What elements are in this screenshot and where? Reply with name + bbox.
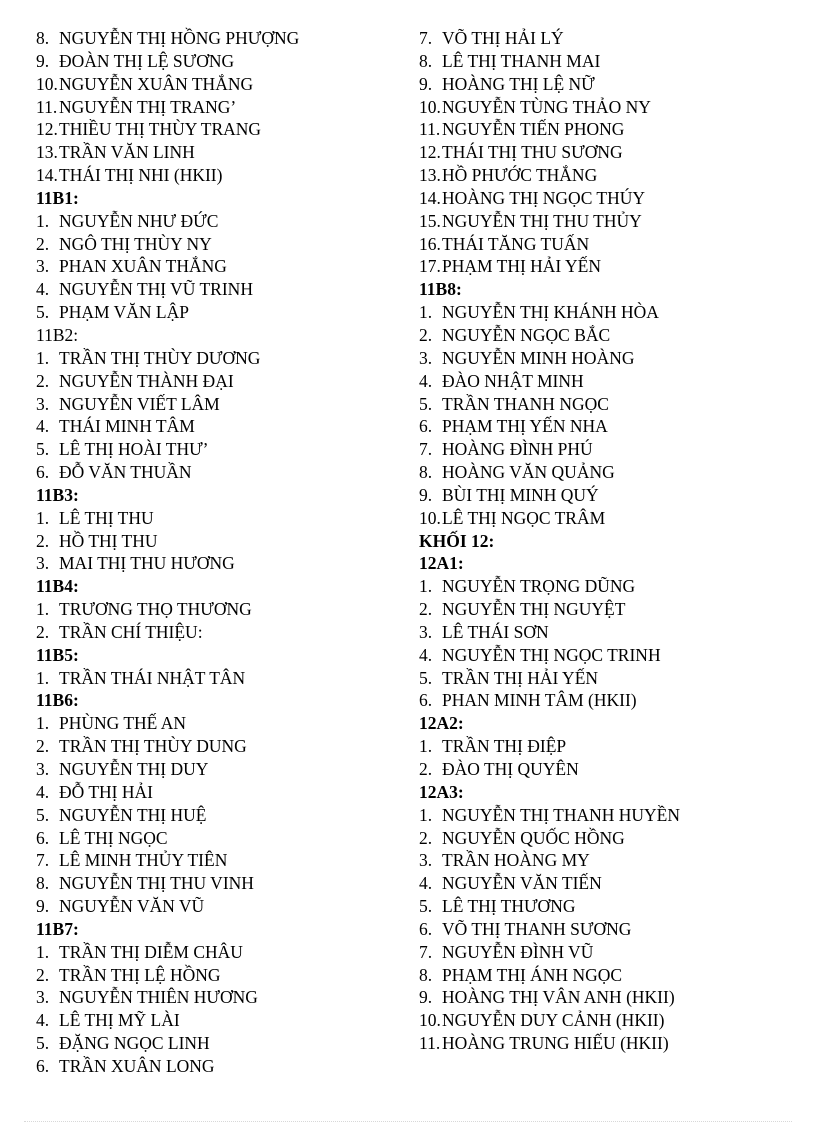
list-item (419, 895, 680, 918)
list-item-name: MAI THỊ THU HƯƠNG (59, 553, 235, 574)
list-item (419, 758, 680, 781)
list-item-number: 5. (36, 804, 50, 825)
list-item-name: NGUYỄN NGỌC BẮC (442, 324, 611, 345)
list-item-number: 7. (419, 941, 433, 962)
list-item-name: HOÀNG VĂN QUẢNG (442, 462, 615, 483)
class-heading: 11B3: (36, 484, 79, 505)
class-heading: 12A2: (419, 713, 464, 734)
list-item (36, 438, 299, 461)
list-item-name: TRẦN THỊ HẢI YẾN (442, 667, 599, 688)
list-item (36, 278, 299, 301)
list-item-number: 9. (419, 73, 433, 94)
list-item (36, 712, 299, 735)
list-item-number: 5. (419, 393, 433, 414)
list-item (36, 552, 299, 575)
list-item-name: NGUYỄN TRỌNG DŨNG (442, 576, 636, 597)
list-item-name: PHAN XUÂN THẮNG (59, 256, 227, 277)
list-item (419, 164, 680, 187)
list-item (419, 575, 680, 598)
list-item-number: 3. (36, 759, 50, 779)
list-item-name: NGUYỄN MINH HOÀNG (442, 347, 635, 368)
list-item (419, 255, 680, 278)
class-subheading: 11B2: (36, 324, 79, 345)
list-item-name: LÊ THỊ THƯƠNG (442, 896, 576, 917)
list-item-name: NGÔ THỊ THÙY NY (59, 233, 212, 254)
list-item-name: PHẠM THỊ ÁNH NGỌC (442, 964, 623, 985)
list-item (36, 141, 299, 164)
list-item-number: 7. (36, 850, 50, 871)
list-item-number: 3. (36, 553, 50, 574)
list-item (36, 849, 299, 872)
list-item-number: 3. (419, 850, 433, 871)
list-item (36, 781, 299, 804)
list-item-name: PHẠM VĂN LẬP (59, 302, 189, 323)
list-item-number: 9. (419, 987, 433, 1008)
list-item (419, 301, 680, 324)
list-item (419, 141, 680, 164)
class-heading: 12A1: (419, 553, 464, 574)
list-item (36, 301, 299, 324)
list-item-number: 2. (419, 324, 433, 345)
list-item-number: 1. (36, 507, 50, 528)
list-item-number: 6. (419, 416, 433, 437)
list-item-number: 4. (36, 781, 50, 802)
list-item-name: NGUYỄN THIÊN HƯƠNG (59, 987, 258, 1008)
list-item (36, 461, 299, 484)
list-item-number: 11. (419, 119, 441, 140)
list-item-name: NGUYỄN THỊ THU THỦY (442, 210, 642, 231)
list-item-name: NGUYỄN DUY CẢNH (HKII) (442, 1010, 665, 1031)
list-item-number: 1. (419, 302, 433, 323)
list-item-number: 16. (419, 233, 441, 254)
list-item-number: 4. (419, 644, 433, 665)
list-item (419, 1032, 680, 1055)
list-item-name: TRẦN THANH NGỌC (442, 393, 609, 414)
page-bottom-divider (24, 1121, 792, 1122)
right-column (419, 27, 680, 1055)
list-item-number: 10. (419, 96, 441, 117)
list-item-number: 2. (36, 621, 50, 642)
list-item (36, 210, 299, 233)
list-item (419, 667, 680, 690)
list-item (36, 667, 299, 690)
list-item-number: 6. (36, 462, 50, 483)
list-item-number: 3. (419, 621, 433, 642)
list-item-number: 13. (36, 142, 58, 163)
list-item (36, 621, 299, 644)
list-item (36, 415, 299, 438)
list-item-name: NGUYỄN QUỐC HỒNG (442, 827, 625, 848)
class-heading: 11B1: (36, 187, 79, 208)
list-item (419, 689, 680, 712)
list-item-name: NGUYỄN THÀNH ĐẠI (59, 370, 234, 391)
list-item-number: 2. (36, 370, 50, 391)
list-item-number: 9. (36, 50, 50, 71)
list-item-name: VÕ THỊ THANH SƯƠNG (442, 918, 632, 939)
list-item-number: 11. (419, 1033, 441, 1054)
list-item (36, 758, 299, 781)
list-item (419, 986, 680, 1009)
list-item-number: 8. (419, 462, 433, 483)
list-item-number: 4. (36, 279, 50, 300)
list-item-name: ĐOÀN THỊ LỆ SƯƠNG (59, 50, 235, 71)
list-item (36, 50, 299, 73)
list-item-number: 1. (36, 713, 50, 734)
list-item-number: 4. (419, 873, 433, 894)
list-item (419, 73, 680, 96)
list-item-name: NGUYỄN THỊ KHÁNH HÒA (442, 302, 659, 323)
list-item-number: 6. (36, 827, 50, 848)
list-item-name: NGUYỄN THỊ DUY (59, 759, 209, 779)
list-item-number: 3. (36, 987, 50, 1008)
list-item-number: 2. (36, 233, 50, 254)
list-item (419, 324, 680, 347)
list-item-number: 4. (36, 416, 50, 437)
list-item (419, 27, 680, 50)
list-item-name: TRẦN THỊ DIỄM CHÂU (59, 941, 243, 962)
list-item-name: NGUYỄN VĂN TIẾN (442, 873, 602, 894)
list-item-number: 6. (36, 1055, 50, 1076)
list-item-number: 11. (36, 96, 58, 117)
class-heading: 11B7: (36, 918, 79, 939)
list-item (419, 507, 680, 530)
list-item-name: NGUYỄN THỊ THANH HUYỀN (442, 804, 681, 825)
list-item-name: ĐÀO NHẬT MINH (442, 370, 584, 391)
list-item (419, 233, 680, 256)
list-item (419, 415, 680, 438)
list-item-name: HỒ THỊ THU (59, 530, 158, 551)
list-item-name: ĐỖ VĂN THUẦN (59, 462, 192, 483)
list-item-name: TRẦN THỊ THÙY DƯƠNG (59, 347, 261, 368)
list-item-number: 14. (36, 165, 58, 186)
list-item-number: 17. (419, 256, 441, 277)
list-item-name: VÕ THỊ HẢI LÝ (442, 28, 564, 48)
list-item-name: HOÀNG THỊ LỆ NỮ (442, 73, 595, 94)
list-item (419, 735, 680, 758)
list-item-number: 1. (36, 347, 50, 368)
list-item (36, 233, 299, 256)
class-heading: 11B8: (419, 279, 462, 300)
list-item-name: LÊ THỊ THANH MAI (442, 50, 601, 71)
list-item-name: ĐẶNG NGỌC LINH (59, 1033, 210, 1054)
list-item-name: LÊ THỊ MỸ LÀI (59, 1010, 180, 1031)
list-item (36, 1032, 299, 1055)
list-item (36, 986, 299, 1009)
list-item (36, 872, 299, 895)
list-item (419, 804, 680, 827)
list-item-name: THÁI MINH TÂM (59, 416, 195, 437)
list-item-name: LÊ THỊ NGỌC TRÂM (442, 507, 606, 528)
list-item (36, 895, 299, 918)
list-item-name: LÊ THỊ NGỌC (59, 827, 168, 848)
list-item-name: ĐÀO THỊ QUYÊN (442, 759, 579, 779)
list-item-name: NGUYỄN ĐÌNH VŨ (442, 941, 594, 962)
list-item (419, 849, 680, 872)
list-item (419, 187, 680, 210)
class-heading: 11B5: (36, 644, 79, 665)
class-heading: 11B6: (36, 690, 79, 711)
list-item-number: 10. (419, 507, 441, 528)
list-item (419, 918, 680, 941)
list-item-name: NGUYỄN THỊ NGUYỆT (442, 599, 626, 620)
list-item-name: NGUYỄN THỊ HUỆ (59, 804, 207, 825)
list-item (36, 1009, 299, 1032)
list-item-number: 4. (419, 370, 433, 391)
list-item (36, 370, 299, 393)
list-item-number: 4. (36, 1010, 50, 1031)
list-item (36, 255, 299, 278)
list-item-number: 1. (419, 736, 433, 757)
list-item-name: PHAN MINH TÂM (HKII) (442, 690, 637, 711)
list-item-name: HỒ PHƯỚC THẮNG (442, 165, 598, 186)
list-item (36, 118, 299, 141)
list-item-name: TRƯƠNG THỌ THƯƠNG (59, 599, 252, 620)
list-item-name: TRẦN VĂN LINH (59, 142, 195, 163)
list-item-name: TRẦN HOÀNG MY (442, 850, 590, 871)
list-item-number: 2. (36, 530, 50, 551)
list-item-number: 5. (36, 439, 50, 460)
list-item (36, 73, 299, 96)
list-item (36, 827, 299, 850)
list-item-name: NGUYỄN NHƯ ĐỨC (59, 210, 219, 231)
list-item-number: 2. (419, 827, 433, 848)
list-item (419, 96, 680, 119)
list-item-name: THÁI THỊ THU SƯƠNG (442, 142, 623, 163)
list-item-name: HOÀNG TRUNG HIẾU (HKII) (442, 1033, 669, 1054)
list-item (419, 210, 680, 233)
list-item-number: 8. (419, 50, 433, 71)
list-item-number: 12. (36, 119, 58, 140)
list-item-number: 1. (36, 210, 50, 231)
list-item-name: TRẦN XUÂN LONG (59, 1055, 215, 1076)
list-item-name: TRẦN THỊ LỆ HỒNG (59, 964, 221, 985)
list-item-number: 1. (419, 576, 433, 597)
list-item-number: 8. (419, 964, 433, 985)
class-heading: 11B4: (36, 576, 79, 597)
list-item-name: HOÀNG THỊ NGỌC THÚY (442, 187, 646, 208)
list-item-name: NGUYỄN THỊ THU VINH (59, 873, 254, 894)
list-item-name: HOÀNG THỊ VÂN ANH (HKII) (442, 987, 675, 1008)
list-item (419, 370, 680, 393)
list-item-number: 6. (419, 690, 433, 711)
list-item-name: HOÀNG ĐÌNH PHÚ (442, 439, 593, 460)
list-item-name: TRẦN THỊ ĐIỆP (442, 736, 567, 757)
list-item (36, 804, 299, 827)
list-item-number: 6. (419, 918, 433, 939)
list-item (36, 941, 299, 964)
list-item (419, 964, 680, 987)
list-item-number: 5. (36, 302, 50, 323)
list-item-number: 2. (419, 759, 433, 779)
list-item-name: LÊ THỊ HOÀI THƯ’ (59, 439, 209, 460)
list-item-name: TRẦN THỊ THÙY DUNG (59, 736, 247, 757)
list-item-number: 8. (36, 873, 50, 894)
list-item-number: 3. (36, 256, 50, 277)
list-item-number: 3. (36, 393, 50, 414)
list-item-number: 3. (419, 347, 433, 368)
list-item-number: 1. (36, 667, 50, 688)
list-item-number: 9. (419, 484, 433, 505)
left-column (36, 27, 299, 1078)
list-item (419, 872, 680, 895)
list-item-number: 1. (36, 599, 50, 620)
list-item-number: 15. (419, 210, 441, 231)
list-item-name: NGUYỄN THỊ NGỌC TRINH (442, 644, 661, 665)
list-item (419, 621, 680, 644)
list-item-name: PHẠM THỊ YẾN NHA (442, 416, 608, 437)
list-item (419, 347, 680, 370)
class-heading: KHỐI 12: (419, 530, 495, 551)
list-item-number: 2. (36, 964, 50, 985)
list-item-name: PHẠM THỊ HẢI YẾN (442, 256, 601, 277)
list-item-number: 5. (36, 1033, 50, 1054)
list-item-name: THÁI THỊ NHI (HKII) (59, 165, 223, 186)
list-item (419, 1009, 680, 1032)
list-item-name: THIỀU THỊ THÙY TRANG (59, 119, 262, 140)
list-item (36, 96, 299, 119)
list-item (36, 393, 299, 416)
list-item (36, 1055, 299, 1078)
list-item-number: 10. (419, 1010, 441, 1031)
list-item (36, 347, 299, 370)
list-item-name: LÊ MINH THỦY TIÊN (59, 850, 228, 871)
list-item-name: NGUYỄN VIẾT LÂM (59, 393, 220, 414)
list-item-number: 1. (36, 941, 50, 962)
list-item (419, 461, 680, 484)
list-item-name: NGUYỄN THỊ HỒNG PHƯỢNG (59, 28, 300, 48)
list-item (419, 484, 680, 507)
list-item-name: TRẦN CHÍ THIỆU: (59, 621, 203, 642)
list-item-name: NGUYỄN XUÂN THẮNG (59, 73, 254, 94)
list-item (419, 827, 680, 850)
list-item-name: NGUYỄN THỊ TRANG’ (59, 96, 237, 117)
list-item-number: 2. (419, 599, 433, 620)
list-item-number: 7. (419, 439, 433, 460)
list-item-name: NGUYỄN TÙNG THẢO NY (442, 96, 651, 117)
list-item-number: 5. (419, 667, 433, 688)
list-item-name: LÊ THỊ THU (59, 507, 154, 528)
list-item-number: 13. (419, 165, 441, 186)
class-heading: 12A3: (419, 781, 464, 802)
list-item (36, 964, 299, 987)
list-item-name: PHÙNG THẾ AN (59, 713, 187, 734)
list-item (419, 438, 680, 461)
list-item-name: NGUYỄN VĂN VŨ (59, 896, 205, 917)
list-item-name: THÁI TĂNG TUẤN (442, 233, 590, 254)
list-item-number: 7. (419, 28, 433, 48)
list-item-number: 9. (36, 896, 50, 917)
list-item-number: 12. (419, 142, 441, 163)
list-item (419, 644, 680, 667)
list-item (419, 118, 680, 141)
list-item (419, 598, 680, 621)
list-item (36, 164, 299, 187)
list-item (419, 941, 680, 964)
list-item (36, 735, 299, 758)
list-item (419, 393, 680, 416)
list-item-name: NGUYỄN THỊ VŨ TRINH (59, 279, 253, 300)
list-item-name: BÙI THỊ MINH QUÝ (442, 484, 599, 505)
list-item-number: 8. (36, 28, 50, 48)
list-item-number: 14. (419, 187, 441, 208)
list-item-name: LÊ THÁI SƠN (442, 621, 549, 642)
list-item-number: 5. (419, 896, 433, 917)
list-item-name: ĐỖ THỊ HẢI (59, 781, 153, 802)
list-item (36, 598, 299, 621)
list-item-name: NGUYỄN TIẾN PHONG (442, 119, 625, 140)
list-item-number: 10. (36, 73, 58, 94)
list-item (419, 50, 680, 73)
list-item (36, 530, 299, 553)
list-item-number: 1. (419, 804, 433, 825)
list-item-name: TRẦN THÁI NHẬT TÂN (59, 667, 246, 688)
list-item (36, 507, 299, 530)
list-item (36, 27, 299, 50)
list-item-number: 2. (36, 736, 50, 757)
